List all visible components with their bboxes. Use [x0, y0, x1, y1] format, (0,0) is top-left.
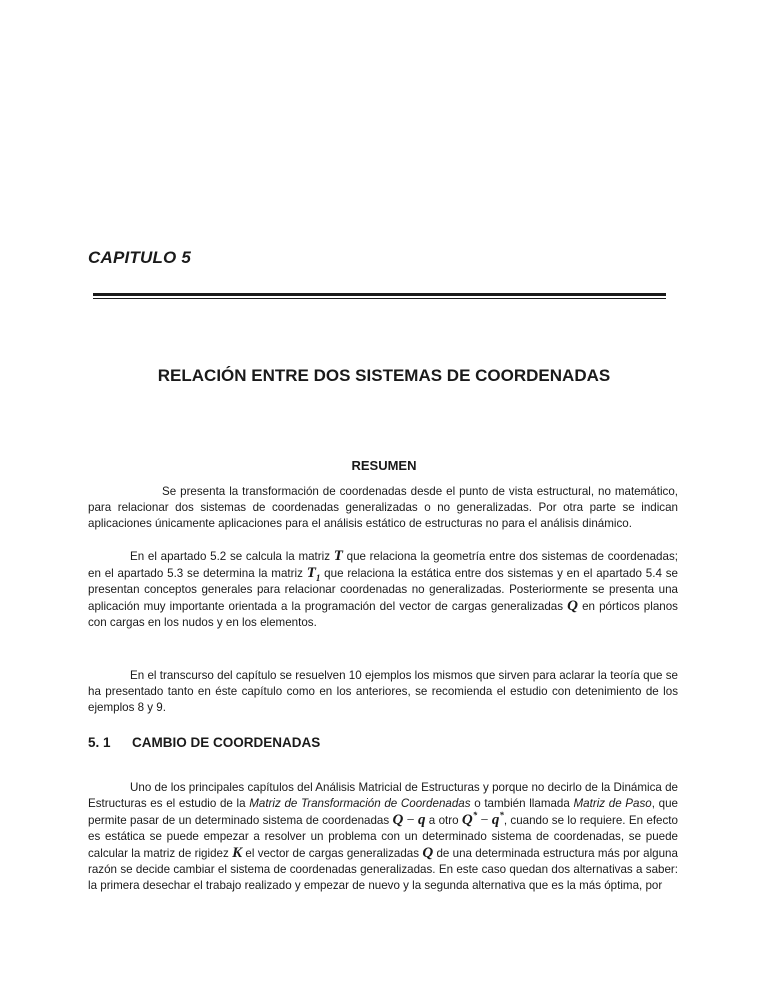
vector-Q-star-symbol: Q* — [461, 810, 478, 828]
chapter-heading: CAPITULO 5 — [88, 248, 192, 267]
double-rule-top — [93, 293, 666, 296]
emphasis-matriz-transformacion: Matriz de Transformación de Coordenadas — [249, 797, 471, 810]
chapter-title: RELACIÓN ENTRE DOS SISTEMAS DE COORDENADAS — [157, 366, 611, 385]
section-number: 5. 1 — [88, 735, 111, 750]
summary-paragraph-2: En el apartado 5.2 se calcula la matriz T que relaciona la geometría entre dos sistemas de coordenadas; en el apartado 5.3 se determina la matriz $T_1$ que relaciona la estática entre dos sistemas y en el apartado 5.4 se presentan conceptos generales para relacionar coordenadas no generalizadas. Posteriormente se presenta una aplicación muy importante orientada a la programación del vector de cargas generalizadas Q en pórticos planos con cargas en los nudos y en los elementos. — [88, 548, 678, 629]
matrix-T1-symbol: $T_1$ — [306, 565, 321, 583]
summary-paragraph-1: Se presenta la transformación de coordenadas desde el punto de vista estructural, no matemático, para relacionar dos sistemas de coordenadas generalizadas o no generalizadas. Por otra parte se indican aplicaciones únicamente aplicaciones para el análisis estático de estructuras no para el análisis dinámico. — [88, 485, 678, 530]
summary-paragraph-3: En el transcurso del capítulo se resuelven 10 ejemplos los mismos que sirven para aclarar la teoría que se ha presentado tanto en éste capítulo como en los anteriores, se recomienda el estudio con detenimiento de los ejemplos 8 y 9. — [88, 669, 678, 714]
section-title: CAMBIO DE COORDENADAS — [132, 735, 321, 750]
section-heading — [88, 735, 320, 750]
section-paragraph-1: Uno de los principales capítulos del Análisis Matricial de Estructuras y porque no decirlo de la Dinámica de Estructuras es el estudio de la Matriz de Transformación de Coordenadas o también llamada Matriz de Paso, que permite pasar de un determinado sistema de coordenadas Q − q a otro Q* − q*, cuando se lo requiere. En efecto es estática se puede empezar a resolver un problema con un determinado sistema de coordenadas, se puede calcular la matriz de rigidez K el vector de cargas generalizadas Q de una determinada estructura más por alguna razón se decide cambiar el sistema de coordenadas generalizadas. En este caso quedan dos alternativas a saber: la primera desechar el trabajo realizado y empezar de nuevo y la segunda alternativa que es la más óptima, por — [88, 781, 678, 892]
emphasis-matriz-paso: Matriz de Paso — [573, 797, 652, 810]
matrix-T-symbol: T — [333, 548, 343, 564]
summary-heading: RESUMEN — [351, 458, 417, 473]
double-rule-bottom — [93, 298, 666, 299]
vector-Q-symbol: Q — [567, 598, 578, 614]
vector-q-star-symbol: q* — [491, 810, 504, 828]
matrix-K-symbol: K — [232, 845, 243, 861]
